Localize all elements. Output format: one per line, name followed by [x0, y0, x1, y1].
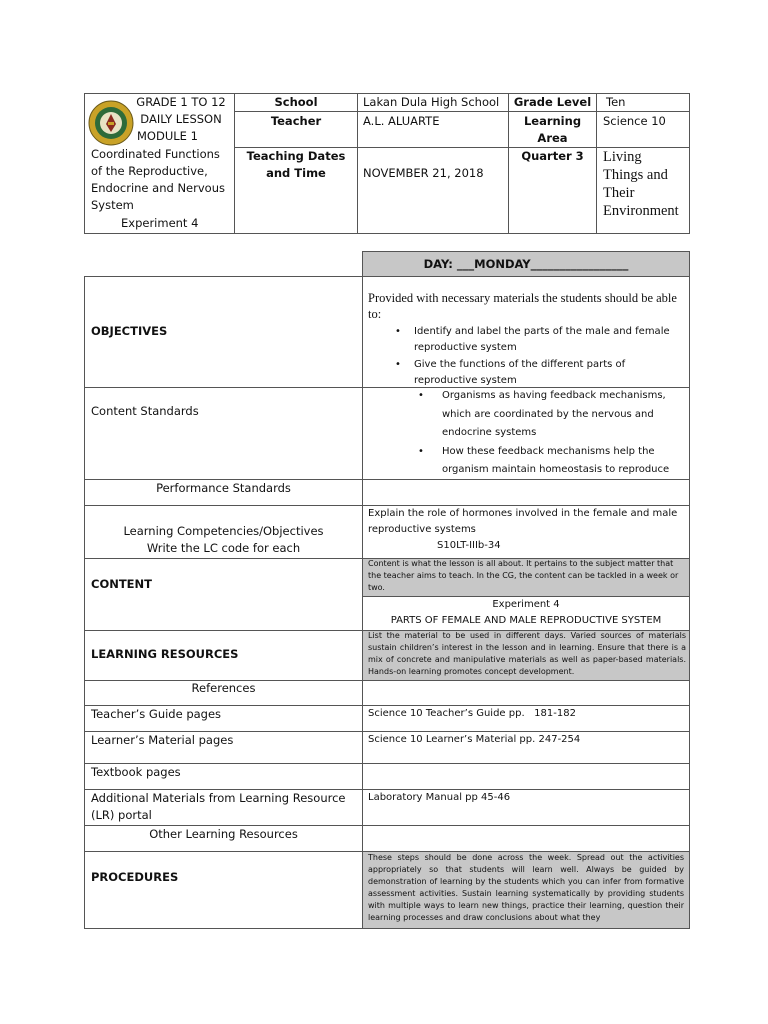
grade-value: Ten	[606, 95, 626, 109]
content-standard-item: • How these feedback mechanisms help the organism maintain homeostasis to reproduce	[368, 443, 684, 480]
school-value: Lakan Dula High School	[363, 95, 500, 109]
content-note: Content is what the lesson is all about. It pertains to the subject matter that the teacher aims to teach. In the CG, the content can be tackled in a week or two.	[368, 559, 679, 592]
header-line-3: MODULE 1	[137, 129, 198, 143]
objective-item: • Identify and label the parts of the male and female reproductive system	[368, 324, 686, 356]
header-experiment: Experiment 4	[121, 216, 199, 230]
content-title: PARTS OF FEMALE AND MALE REPRODUCTIVE SYSTEM	[390, 615, 662, 626]
references-content-cell	[362, 680, 690, 706]
teacher-label: Teacher	[270, 114, 322, 128]
teacher-value: A.L. ALUARTE	[363, 114, 440, 128]
lm-label: Learner’s Material pages	[91, 733, 234, 747]
topic-line-1: Living	[603, 149, 642, 165]
other-value-cell	[362, 825, 690, 852]
day-header: DAY: ___MONDAY_________________	[423, 257, 629, 271]
other-label: Other Learning Resources	[149, 827, 298, 841]
module-title-line-3: Endocrine and Nervous	[91, 181, 225, 195]
area-label-line-2: Area	[537, 131, 568, 145]
dates-value: NOVEMBER 21, 2018	[363, 166, 484, 180]
grade-label: Grade Level	[513, 95, 592, 109]
dates-label-line-2: and Time	[266, 166, 326, 180]
school-label: School	[274, 95, 318, 109]
module-title-line-4: System	[91, 198, 134, 212]
area-value: Science 10	[603, 114, 666, 128]
procedures-note-cell	[362, 851, 690, 929]
objectives-label: OBJECTIVES	[91, 324, 168, 338]
content-experiment: Experiment 4	[492, 599, 560, 610]
procedures-note: These steps should be done across the week. Spread out the activities appropriately so that students will learn well. Always be guided by demonstration of learning by the students which you can infer from formative assessment activities. Sustain learning systematically by providing students with multiple ways to learn new things, practice their learning, question their learning processes and draw conclusions about what they	[368, 853, 684, 922]
content-standards-label: Content Standards	[91, 404, 199, 418]
header-line-1: GRADE 1 TO 12	[136, 95, 226, 109]
learning-resources-label: LEARNING RESOURCES	[91, 647, 239, 661]
topic-line-3: Their	[603, 185, 635, 201]
topic-line-2: Things and	[603, 167, 668, 183]
textbook-value-cell	[362, 763, 690, 790]
content-standard-item: • Organisms as having feedback mechanisms, which are coordinated by the nervous and endocrine systems	[368, 387, 684, 443]
area-label-line-1: Learning	[523, 114, 582, 128]
objective-item: • Give the functions of the different parts of reproductive system	[368, 357, 686, 389]
procedures-label-cell	[84, 851, 363, 929]
objectives-list	[368, 324, 686, 389]
objectives-content	[368, 290, 686, 389]
tg-value: Science 10 Teacher’s Guide pp. 181-182	[368, 708, 576, 719]
content-label: CONTENT	[91, 577, 153, 591]
competencies-text: Explain the role of hormones involved in the female and male reproductive systems	[368, 508, 678, 535]
dates-value-cell	[357, 147, 509, 234]
module-title-line-1: Coordinated Functions	[91, 147, 220, 161]
content-standards-list	[368, 387, 684, 480]
learning-resources-note: List the material to be used in different days. Varied sources of materials sustain children’s interest in the lesson and in learning. Ensure that there is a mix of concrete and manipulative materials as well as paper-based materials. Hands-on learning promotes concept development.	[368, 631, 686, 676]
competencies-label-line-2: Write the LC code for each	[146, 541, 301, 555]
competencies-code: S10LT-IIIb-34	[437, 540, 501, 551]
module-title-line-2: of the Reproductive,	[91, 164, 208, 178]
textbook-label: Textbook pages	[91, 765, 181, 779]
additional-label-line-1: Additional Materials from Learning Resource	[91, 791, 346, 805]
performance-standards-content-cell	[362, 479, 690, 506]
content-standards-label-cell	[84, 387, 363, 480]
header-line-2: DAILY LESSON	[140, 112, 222, 126]
quarter-label: Quarter 3	[521, 149, 584, 163]
tg-label: Teacher’s Guide pages	[91, 707, 222, 721]
procedures-label: PROCEDURES	[91, 870, 179, 884]
competencies-label-line-1: Learning Competencies/Objectives	[123, 524, 324, 538]
additional-label-line-2: (LR) portal	[91, 808, 152, 822]
performance-standards-label: Performance Standards	[156, 481, 291, 495]
topic-line-4: Environment	[603, 203, 679, 219]
lm-value: Science 10 Learner’s Material pp. 247-254	[368, 734, 581, 745]
additional-value: Laboratory Manual pp 45-46	[368, 792, 511, 803]
content-label-cell	[84, 558, 363, 631]
dates-label-line-1: Teaching Dates	[246, 149, 346, 163]
references-label: References	[191, 681, 256, 695]
objectives-intro: Provided with necessary materials the students should be able to:	[368, 291, 677, 321]
